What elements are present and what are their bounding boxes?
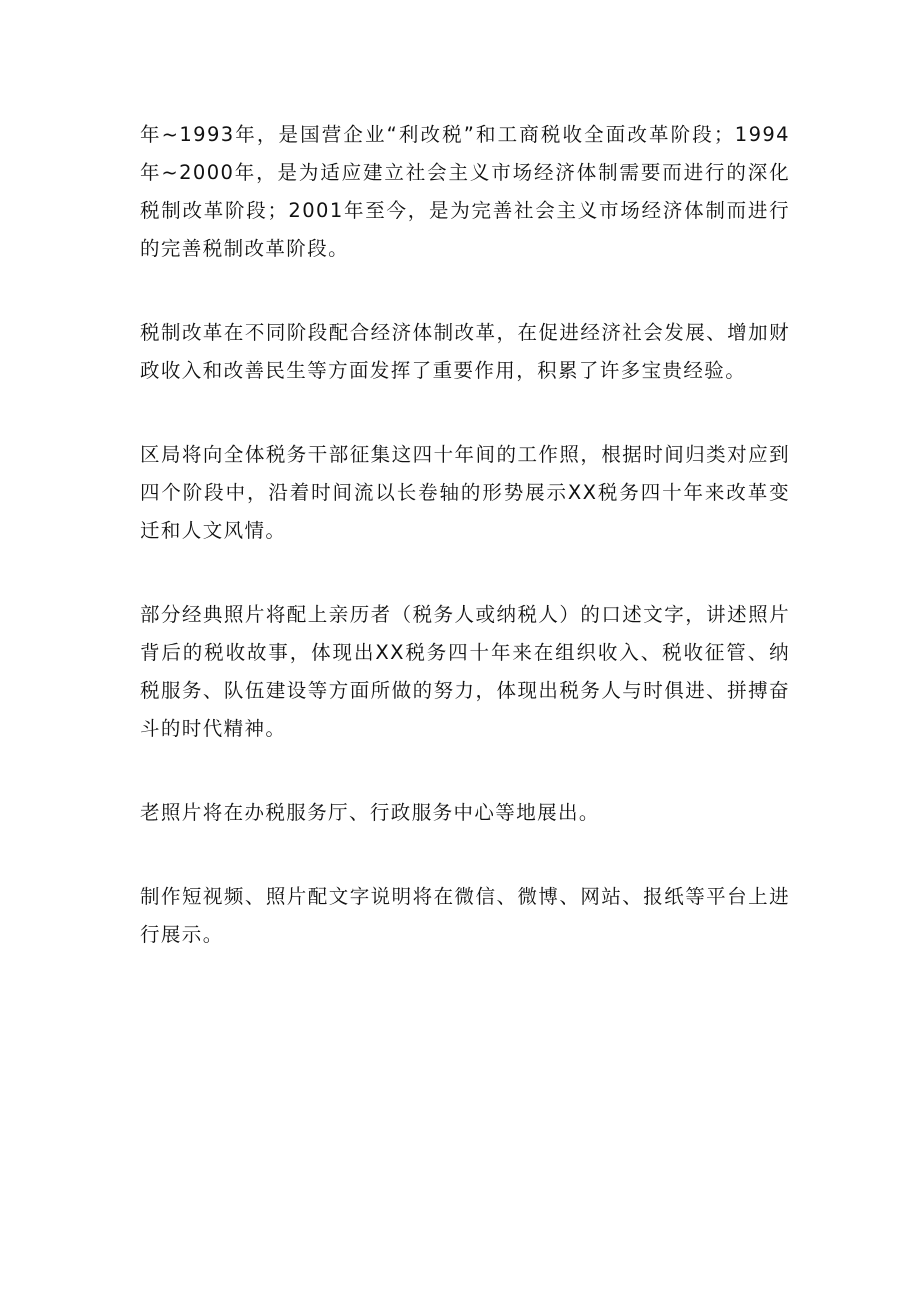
document-body [140,116,790,954]
paragraph-oral-stories: 部分经典照片将配上亲历者（税务人或纳税人）的口述文字，讲述照片背后的税收故事，体现出XX税务四十年来在组织收入、税收征管、纳税服务、队伍建设等方面所做的努力，体现出税务人与时俱进、拼搏奋斗的时代精神。 [140,603,790,740]
paragraph-exhibition: 老照片将在办税服务厅、行政服务中心等地展出。 [140,801,600,824]
paragraph-reform-role: 税制改革在不同阶段配合经济体制改革，在促进经济社会发展、增加财政收入和改善民生等方面发挥了重要作用，积累了许多宝贵经验。 [140,321,790,382]
paragraph-online-display: 制作短视频、照片配文字说明将在微信、微博、网站、报纸等平台上进行展示。 [140,885,790,946]
paragraph-tax-reform-stages: 年~1993年，是国营企业“利改税”和工商税收全面改革阶段；1994年~2000年，是为适应建立社会主义市场经济体制需要而进行的深化税制改革阶段；2001年至今，是为完善社会主义市场经济体制而进行的完善税制改革阶段。 [140,123,790,260]
paragraph-photo-collection: 区局将向全体税务干部征集这四十年间的工作照，根据时间归类对应到四个阶段中，沿着时间流以长卷轴的形势展示XX税务四十年来改革变迁和人文风情。 [140,443,790,542]
